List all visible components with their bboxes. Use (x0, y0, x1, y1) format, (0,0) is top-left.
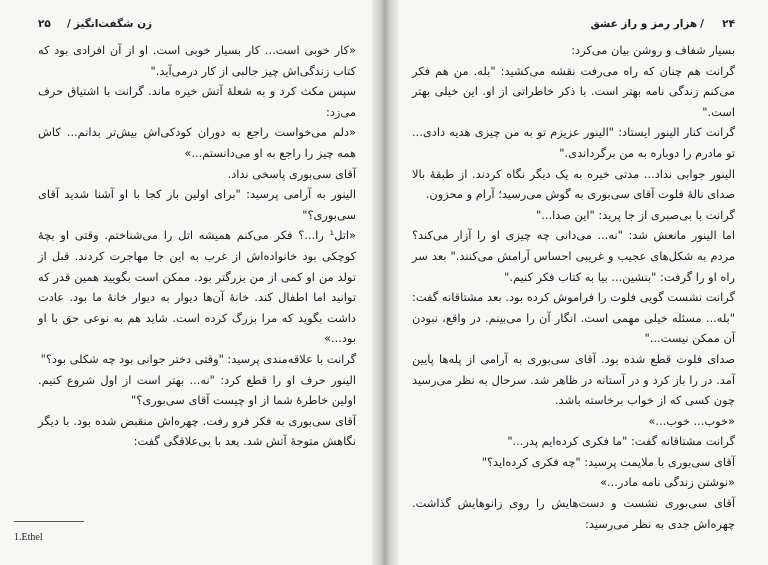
paragraph: گرانت با بی‌صبری از جا پرید: "این صدا..." (536, 207, 735, 222)
paragraph: آقای سی‌بوری پاسخی نداد. (227, 166, 356, 181)
paragraph: «کار خوبی است... کار بسیار خوبی است. او از آن افرادی بود که کتاب زندگی‌اش چیز جالبی از کار درمی‌آید." (38, 43, 356, 78)
right-page-header (412, 18, 735, 36)
paragraph: آقای سی‌بوری به فکر فرو رفت. چهره‌اش منقبض شده بود. با دیگر نگاهش متوجهٔ آتش شد. بعد با بی‌علاقگی گفت: (38, 413, 356, 449)
book-gutter (372, 0, 398, 565)
left-page-header (38, 18, 356, 36)
paragraph: گرانت با علاقه‌مندی پرسید: "وقتی دختر جوانی بود چه شکلی بود؟" (40, 351, 356, 366)
page-number: ۲۵ (38, 18, 51, 30)
footnote-text: 1.Ethel (14, 532, 43, 543)
paragraph: الینور به آرامی پرسید: "برای اولین بار کجا با او آشنا شدید آقای سی‌بوری؟" (38, 187, 356, 222)
footnote (14, 521, 134, 544)
left-page (38, 18, 356, 452)
paragraph: سپس مکث کرد و به شعلهٔ آتش خیره ماند. گرانت با اشتیاق حرف می‌زد: (38, 84, 356, 119)
paragraph: الینور حرف او را قطع کرد: "نه... بهتر است از اول شروع کنیم. اولین خاطرهٔ شما از او چیست آقای سی‌بوری؟" (38, 372, 356, 408)
paragraph: بسیار شفاف و روشن بیان می‌کرد: (571, 43, 735, 57)
paragraph: آقای سی‌بوری با ملایمت پرسید: "چه فکری کرده‌اید؟" (481, 454, 735, 469)
paragraph: گرانت کنار الینور ایستاد: "الینور عزیزم تو به من چیزی هدیه دادی... تو مادرم را دوباره به من برگرداندی." (412, 125, 735, 160)
paragraph: «خوب... خوب...» (648, 413, 735, 428)
paragraph: آقای سی‌بوری نشست و دست‌هایش را روی زانوهایش گذاشت. چهره‌اش جدی به نظر می‌رسید: (412, 496, 735, 531)
running-title: زن شگفت‌انگیز/ (67, 18, 153, 30)
page-number: ۲۴ (722, 18, 735, 30)
right-page (412, 18, 735, 534)
paragraph: «دلم می‌خواست راجع به دوران کودکی‌اش بیش‌تر بدانم... کاش همه چیز را راجع به او می‌دانستم...» (38, 125, 356, 160)
paragraph: گرانت مشتاقانه گفت: "ما فکری کرده‌ایم پدر..." (507, 434, 735, 449)
paragraph: صدای فلوت قطع شده بود. آقای سی‌بوری به آرامی از پله‌ها پایین آمد. در را باز کرد و در آستانه در ظاهر شد. سرحال به نظر می‌رسید چون کسی که از خواب برخاسته باشد. (412, 351, 735, 408)
footnote-rule (14, 521, 84, 522)
paragraph: گرانت نشست گویی فلوت را فراموش کرده بود. بعد مشتاقانه گفت: "بله... مسئله خیلی مهمی است. انگار آن را می‌بینم. در واقع، نبودن آن ممکن نیست..." (412, 290, 735, 346)
paragraph: «نوشتن زندگی نامه مادر...» (600, 475, 735, 490)
running-title: /هزار رمز و راز عشق (590, 18, 704, 30)
paragraph: الینور جوابی نداد... مدتی خیره به یک دیگر نگاه کردند. از طبقهٔ بالا صدای نالهٔ فلوت آقای سی‌بوری به گوش می‌رسید؛ آرام و محزون. (412, 166, 735, 202)
paragraph: گرانت هم چنان که راه می‌رفت نقشه می‌کشید: "بله. من هم فکر می‌کنم زندگی نامه بهتر است. با ذکر خاطراتی از او. این خیلی بهتر است." (412, 63, 735, 119)
paragraph: اما الینور مانعش شد: "نه... می‌دانی چه چیزی او را آزار می‌کند؟ مردم به شکل‌های عجیب و غریبی احساس آرامش می‌کنند." بعد سر راه او را گرفت: "بنشین... بیا به کتاب فکر کنیم." (412, 228, 735, 284)
paragraph: «اتل¹ را...؟ فکر می‌کنم همیشه اتل را می‌شناختم. وقتی او بچهٔ کوچکی بود خانواده‌اش از غرب به این جا مهاجرت کردند. قبل از تولد من او کمی از من بزرگتر بود. ممکن است بگویید همین قدر که توانید اما اطفال کند. خانهٔ آن‌ها دیوار به دیوار خانهٔ ما بود. عادت داشت بگوید که مرا بزرگ کرده است. شاید هم به نوعی حق با او بود...» (38, 228, 356, 346)
